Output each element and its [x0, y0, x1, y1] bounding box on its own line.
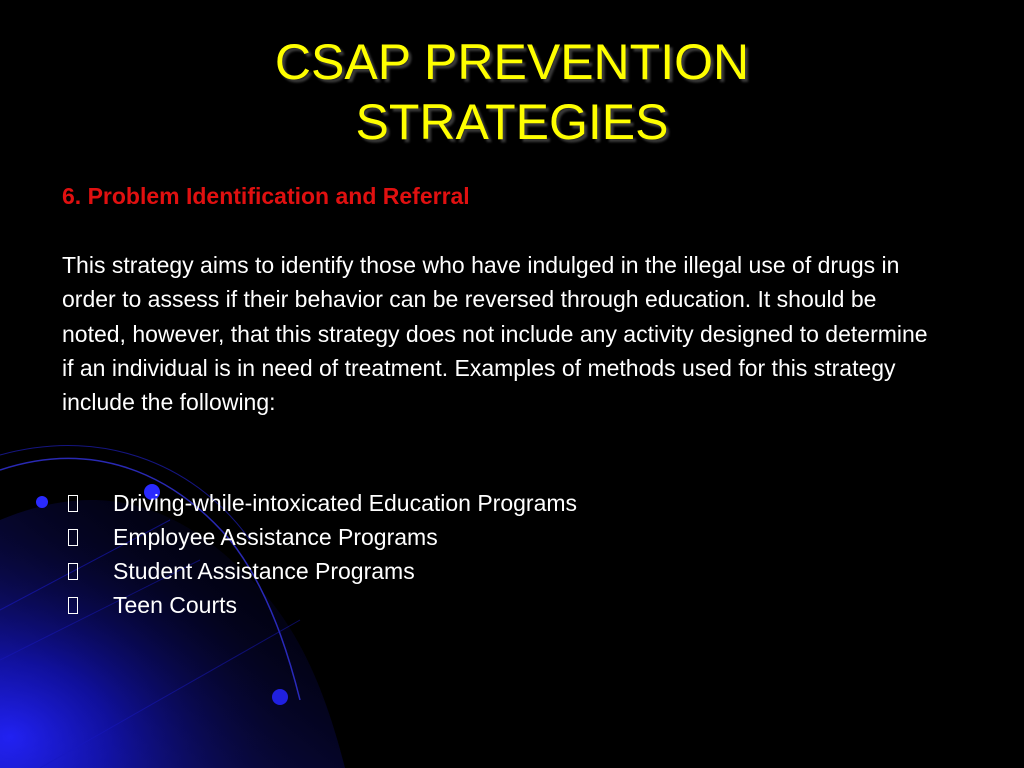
- bullet-box-icon: [68, 495, 78, 512]
- bullet-text: Driving-while-intoxicated Education Programs: [113, 490, 578, 516]
- bullet-box-icon: [68, 597, 78, 614]
- slide-title-line-1: CSAP PREVENTION: [274, 34, 750, 90]
- bullet-item: [62, 588, 577, 622]
- bullet-box-icon: [68, 563, 78, 580]
- slide-title: [0, 32, 1024, 152]
- bullet-text: Teen Courts: [113, 592, 238, 618]
- body-paragraph: This strategy aims to identify those who have indulged in the illegal use of drugs in order to assess if their behavior can be reversed through education. It should be noted, however, that this strategy does not include any activity designed to determine if an individual is in need of treatment. Examples of methods used for this strategy include the following:: [62, 252, 928, 416]
- bullet-text: Employee Assistance Programs: [113, 524, 438, 550]
- bullet-box-icon: [68, 529, 78, 546]
- decorative-dot: [36, 496, 48, 508]
- bullet-item: [62, 486, 577, 520]
- bullet-text: Student Assistance Programs: [113, 558, 415, 584]
- section-heading: 6. Problem Identification and Referral: [62, 183, 470, 209]
- bullet-item: [62, 520, 577, 554]
- decorative-dot: [272, 689, 288, 705]
- bullet-item: [62, 554, 577, 588]
- slide-title-line-2: STRATEGIES: [355, 94, 669, 150]
- bullet-list: [62, 486, 577, 622]
